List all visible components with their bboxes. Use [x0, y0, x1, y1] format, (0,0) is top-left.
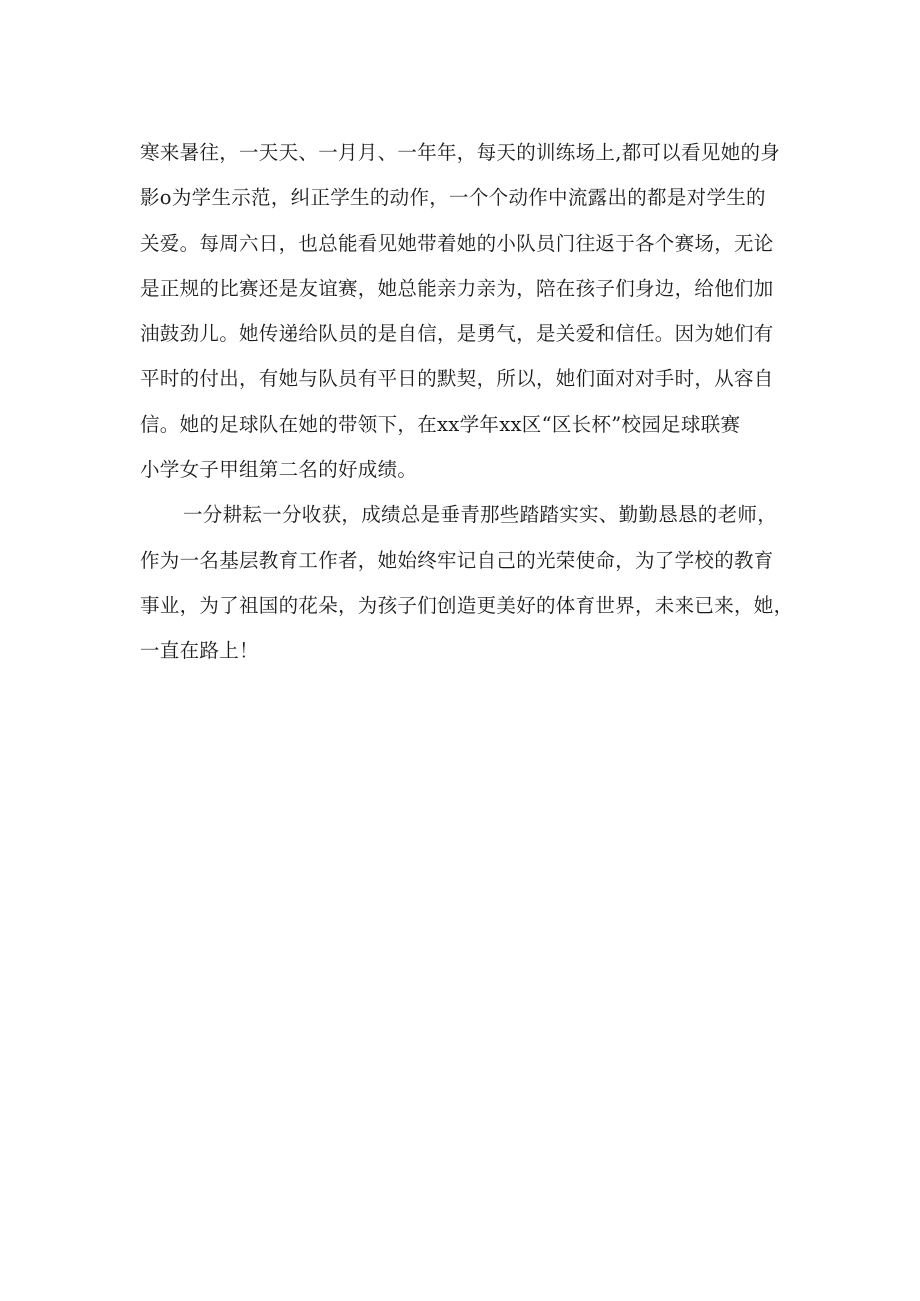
- text-line: 一直在路上！: [140, 639, 259, 663]
- paragraph-2: [140, 492, 794, 673]
- text-line: 信。她的足球队在她的带领下，在xx学年xx区“区长杯”校园足球联赛: [140, 412, 741, 436]
- text-line: 寒来暑往，一天天、一月月、一年年，每天的训练场上,都可以看见她的身: [140, 141, 781, 164]
- paragraph-1: [140, 130, 785, 492]
- text-line: 作为一名基层教育工作者，她始终牢记自己的光荣使命，为了学校的教育: [140, 548, 774, 572]
- text-line: 关爱。每周六日，也总能看见她带着她的小队员门往返于各个赛场，无论: [140, 231, 774, 255]
- text-line: 是正规的比赛还是友谊赛，她总能亲力亲为，陪在孩子们身边，给他们加: [140, 276, 774, 300]
- text-line: 影o为学生示范，纠正学生的动作，一个个动作中流露出的都是对学生的: [140, 186, 766, 210]
- text-line: 平时的付出，有她与队员有平日的默契，所以，她们面对对手时，从容自: [140, 367, 774, 391]
- document-body: [140, 130, 794, 674]
- text-line: 小学女子甲组第二名的好成绩。: [140, 458, 418, 482]
- text-line: 一分耕耘一分收获，成绩总是垂青那些踏踏实实、勤勤恳恳的老师，: [183, 503, 778, 527]
- text-line: 事业，为了祖国的花朵，为孩子们创造更美好的体育世界，未来已来，她，: [140, 593, 794, 617]
- text-line: 油鼓劲儿。她传递给队员的是自信，是勇气，是关爱和信任。因为她们有: [140, 322, 774, 346]
